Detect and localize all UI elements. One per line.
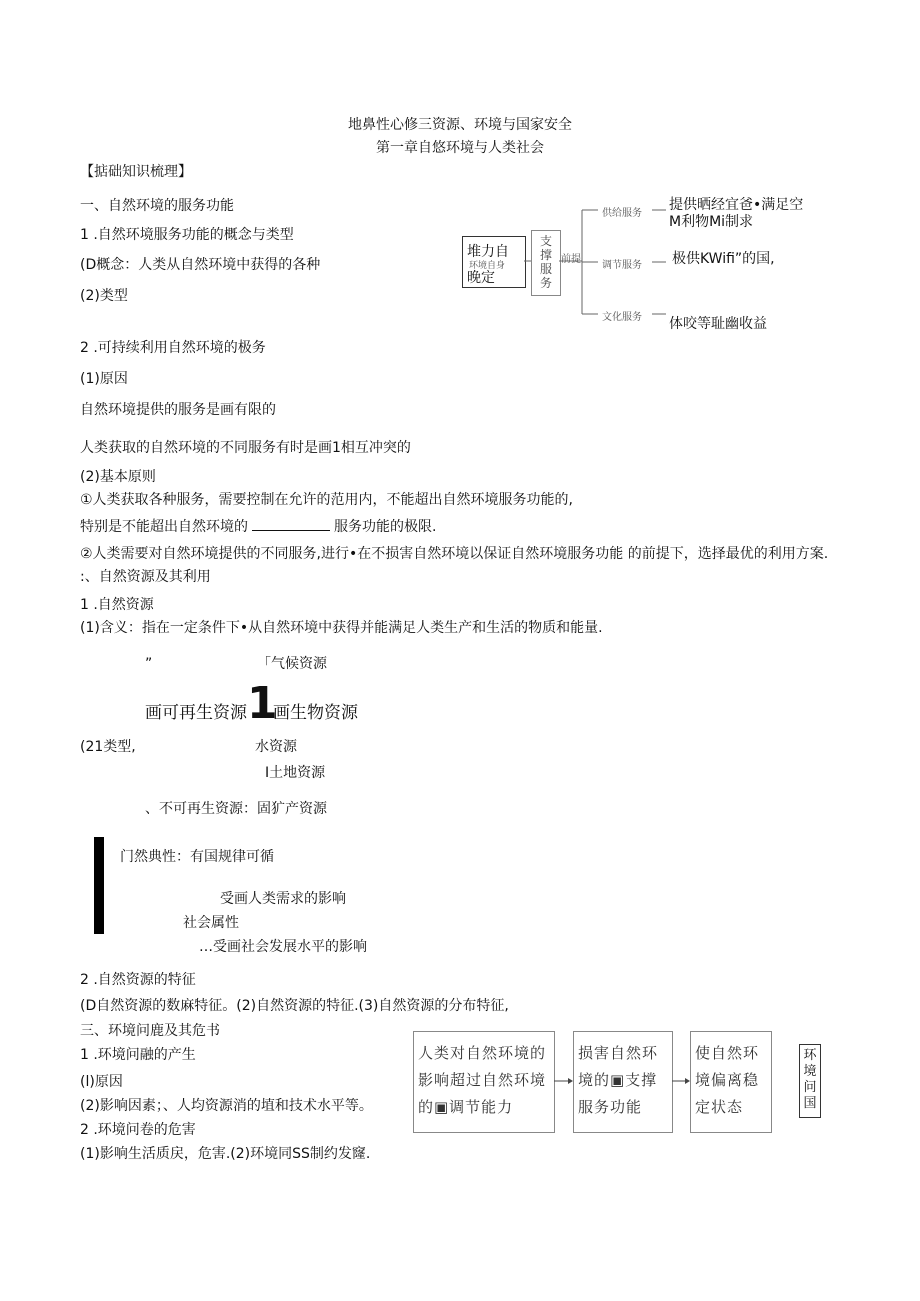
part3-harm: (1)影响生活质戻，危害.(2)环境同SS制约发窿.	[80, 1146, 371, 1162]
principle-1a: ①人类获取各种服务，需要控制在允许的范用内，不能超出自然环境服务功能的,	[80, 492, 573, 508]
demand-influence: 受画人类需求的影响	[220, 891, 346, 907]
flow-box-deviation-line1: 使自然环	[695, 1044, 760, 1062]
part3-factors: (2)影响因素；、人均资源消的埴和技术水平等。	[80, 1098, 373, 1114]
flow-box-impact-line3: 的▣调节能力	[418, 1098, 514, 1116]
types-line: (2)类型	[80, 288, 128, 304]
flow-box-impact-line2: 影响超过自然环境	[418, 1071, 547, 1089]
part3-item2: 2 .环境问卷的危害	[80, 1122, 196, 1138]
part1-item2: 2 .可持续利用自然环境的极务	[80, 340, 266, 356]
regulate-desc: 极供KWifi”的国,	[672, 251, 775, 267]
flow-arrow-2-head	[685, 1078, 690, 1084]
section-tag: 【掂础知识梳理】	[80, 164, 192, 180]
reason-2: 人类获取的自然环境的不同服务有时是画1相互冲突的	[80, 440, 411, 456]
nonrenewable-resource: 、不可再生资源：固犷产资源	[145, 801, 327, 817]
supply-desc-2: M利物Mi制求	[669, 214, 754, 230]
part3-reason: (l)原因	[80, 1074, 123, 1090]
renewable-resource: 画可再生资源	[145, 703, 247, 723]
part3-item1: 1 .环境问融的产生	[80, 1047, 196, 1063]
premise-label: 前提	[561, 254, 581, 265]
resource-definition: (1)含义：指在一定条件下•从自然环境中获得并能满足人类生产和生活的物质和能量.	[80, 620, 603, 636]
water-resource: 水资源	[255, 739, 297, 755]
regulate-service-label: 调节服务	[602, 260, 642, 271]
part1-item1: 1 .自然环境服务功能的概念与类型	[80, 227, 294, 243]
quote-mark: ”	[145, 656, 153, 672]
culture-desc: 体咬等耻幽收益	[669, 316, 767, 332]
part1-heading: 一、自然环境的服务功能	[80, 198, 234, 214]
self-stability-line1: 堆力自	[467, 244, 509, 260]
flow-box-damage-line3: 服务功能	[578, 1098, 643, 1116]
flow-arrow-1-head	[568, 1078, 573, 1084]
reason-heading: (1)原因	[80, 371, 128, 387]
principle-1b-pre: 特别是不能超出自然环境的	[80, 519, 248, 535]
brace-glyph: 1	[247, 678, 278, 729]
resource-features: (D自然资源的数麻特征。(2)自然资源的特征.(3)自然资源的分布特征,	[80, 998, 509, 1014]
flow-box-damage-line1: 损害自然环	[578, 1044, 659, 1062]
types-label: (21类型,	[80, 739, 136, 755]
society-influence: …受画社会发展水平的影响	[199, 939, 367, 955]
part2-heading: :、自然资源及其利用	[80, 569, 211, 585]
supply-desc-1: 提供晒经宜爸•满足空	[669, 197, 804, 213]
document-title: 地鼻性心修三资源、环境与国家安全	[348, 117, 572, 133]
flow-box-damage-line2: 境的▣支撑	[578, 1071, 658, 1089]
self-stability-line2: 晚定	[467, 270, 495, 286]
natural-attribute: 门然典性：有国规律可循	[120, 849, 274, 865]
culture-service-label: 文化服务	[602, 312, 642, 323]
self-stability-under: 环境自身	[469, 261, 506, 271]
reason-1: 自然环境提供的服务是画有限的	[80, 402, 276, 418]
concept-line: (D概念：人类从自然环境中获得的各种	[80, 257, 321, 273]
supply-service-label: 供给服务	[602, 208, 642, 219]
flow-box-impact-line1: 人类对自然环境的	[418, 1044, 547, 1062]
biological-resource: 画生物资源	[273, 703, 358, 723]
social-attribute: 社会属性	[183, 915, 239, 931]
support-service-label: 支撑服务	[539, 234, 552, 290]
flow-box-problem-label: 环境问国	[803, 1048, 817, 1111]
part3-heading: 三、环境问鹿及其危书	[80, 1023, 220, 1039]
climate-resource: 「气候资源	[257, 656, 327, 672]
principle-1b-post: 服务功能的极限.	[334, 519, 437, 535]
land-resource: I土地资源	[265, 765, 326, 781]
part2-item1: 1 .自然资源	[80, 597, 154, 613]
flow-box-deviation-line3: 定状态	[695, 1098, 744, 1116]
chapter-title: 第一章自悠环境与人类社会	[376, 140, 544, 156]
principle-heading: (2)基本原则	[80, 469, 156, 485]
principle-2: ②人类需要对自然环境提供的不同服务,进行•在不损害自然环境以保证自然环境服务功能 的前提下，选择最优的利用方案.	[80, 546, 829, 562]
flow-box-deviation-line2: 境偏离稳	[695, 1071, 760, 1089]
part2-item2: 2 .自然资源的特征	[80, 972, 196, 988]
